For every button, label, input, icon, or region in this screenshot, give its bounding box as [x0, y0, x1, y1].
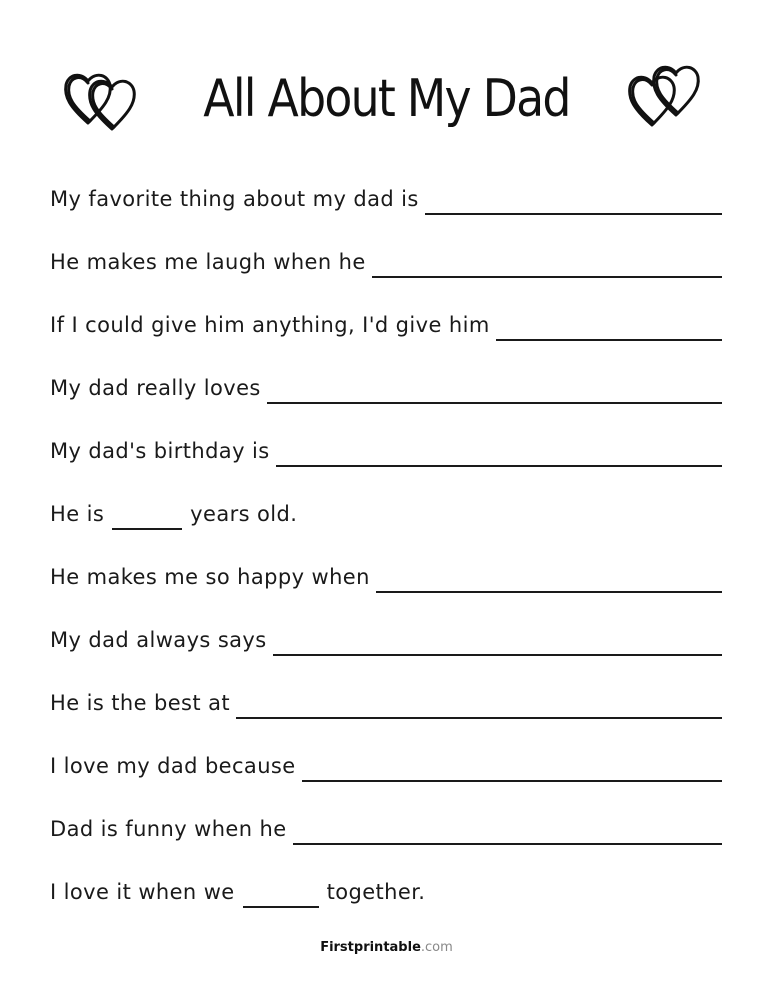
double-heart-icon: [618, 63, 710, 135]
question-row: [50, 656, 722, 719]
question-row: [50, 278, 722, 341]
question-text: He is the best at: [50, 691, 230, 715]
question-text: My dad really loves: [50, 376, 261, 400]
question-text: He is: [50, 502, 105, 526]
question-list: [50, 180, 722, 908]
question-row: [50, 719, 722, 782]
question-row: [50, 404, 722, 467]
footer-brand: Firstprintable: [320, 940, 421, 955]
question-row: [50, 467, 722, 530]
footer-tld: .com: [420, 940, 453, 955]
question-text: He makes me so happy when: [50, 565, 370, 589]
answer-blank[interactable]: [293, 817, 722, 845]
answer-blank[interactable]: [273, 628, 722, 656]
double-heart-icon: [60, 63, 152, 135]
question-text: My dad always says: [50, 628, 267, 652]
answer-blank[interactable]: [276, 439, 722, 467]
age-blank[interactable]: [112, 502, 182, 530]
question-row: [50, 341, 722, 404]
footer-credit: [0, 940, 773, 955]
question-text: My dad's birthday is: [50, 439, 270, 463]
question-text-suffix: together.: [326, 880, 426, 904]
question-text: Dad is funny when he: [50, 817, 287, 841]
answer-blank[interactable]: [236, 691, 722, 719]
activity-blank[interactable]: [243, 880, 319, 908]
answer-blank[interactable]: [496, 313, 722, 341]
question-text: My favorite thing about my dad is: [50, 187, 419, 211]
question-text: I love my dad because: [50, 754, 296, 778]
answer-blank[interactable]: [302, 754, 722, 782]
answer-blank[interactable]: [267, 376, 722, 404]
question-row: [50, 530, 722, 593]
question-text: If I could give him anything, I'd give him: [50, 313, 490, 337]
page-title: All About My Dad: [203, 69, 570, 129]
worksheet-header: [0, 55, 773, 145]
question-row: [50, 180, 722, 215]
question-row: [50, 215, 722, 278]
answer-blank[interactable]: [425, 187, 722, 215]
answer-blank[interactable]: [376, 565, 722, 593]
question-row: [50, 593, 722, 656]
question-text: I love it when we: [50, 880, 235, 904]
question-row: [50, 845, 722, 908]
question-text: He makes me laugh when he: [50, 250, 366, 274]
question-text-suffix: years old.: [190, 502, 298, 526]
answer-blank[interactable]: [372, 250, 722, 278]
question-row: [50, 782, 722, 845]
